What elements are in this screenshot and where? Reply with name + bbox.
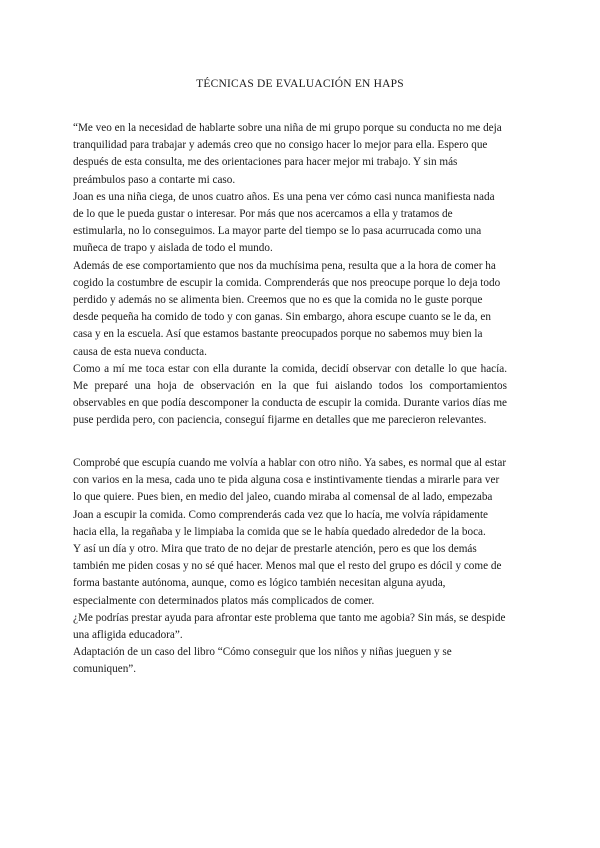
paragraph: Joan es una niña ciega, de unos cuatro años. Es una pena ver cómo casi nunca manifiesta nada de lo que le pueda gustar o interesar. Por más que nos acercamos a ella y tratamos de estimularla, no lo conseguimos. La mayor parte del tiempo se lo pasa acurrucada como una muñeca de trapo y aislada de todo el mundo. bbox=[73, 190, 495, 255]
text-section-1 bbox=[73, 120, 507, 430]
paragraph: ¿Me podrías prestar ayuda para afrontar este problema que tanto me agobia? Sin más, se despide una afligida educadora”. bbox=[73, 611, 506, 642]
document-title: TÉCNICAS DE EVALUACIÓN EN HAPS bbox=[196, 78, 404, 90]
text-section-2 bbox=[73, 455, 507, 679]
paragraph: Adaptación de un caso del libro “Cómo conseguir que los niños y niñas jueguen y se comuniquen”. bbox=[73, 646, 452, 676]
paragraph: Comprobé que escupía cuando me volvía a hablar con otro niño. Ya sabes, es normal que al estar con varios en la mesa, cada uno te pida alguna cosa e instintivamente tiendas a mirarle para ver lo que quiere. Pues bien, en medio del jaleo, cuando miraba al comensal de al lado, empezaba Joan a escupir la comida. Como comprenderás cada vez que lo hacía, me volvía rápidamente hacia ella, la regañaba y le limpiaba la comida que se le había quedado alrededor de la boca. bbox=[73, 457, 507, 538]
paragraph: Como a mí me toca estar con ella durante la comida, decidí observar con detalle lo que hacía. Me preparé una hoja de observación en la que fui aislando todos los comportamientos observables en que podía descomponer la conducta de escupir la comida. Durante varios días me puse perdida pero, con paciencia, conseguí fijarme en detalles que me parecieron relevantes. bbox=[73, 362, 507, 427]
paragraph: Y así un día y otro. Mira que trato de no dejar de prestarle atención, pero es que los demás también me piden cosas y no sé qué hacer. Menos mal que el resto del grupo es dócil y come de forma bastante autónoma, aunque, como es lógico también necesitan alguna ayuda, especialmente con determinados platos más complicados de comer. bbox=[73, 543, 502, 607]
paragraph: “Me veo en la necesidad de hablarte sobre una niña de mi grupo porque su conducta no me deja tranquilidad para trabajar y además creo que no consigo hacer lo mejor para ella. Espero que después de esta consulta, me des orientaciones para hacer mejor mi trabajo. Y sin más preámbulos paso a contarte mi caso. bbox=[73, 122, 502, 186]
paragraph: Además de ese comportamiento que nos da muchísima pena, resulta que a la hora de comer ha cogido la costumbre de escupir la comida. Comprenderás que nos preocupe porque lo deja todo perdido y además no se alimenta bien. Creemos que no es que la comida no le guste porque desde pequeña ha comido de todo y con ganas. Sin embargo, ahora escupe cuanto se le da, en casa y en la escuela. Así que estamos bastante preocupados porque no sabemos muy bien la causa de esta nueva conducta. bbox=[73, 259, 501, 358]
